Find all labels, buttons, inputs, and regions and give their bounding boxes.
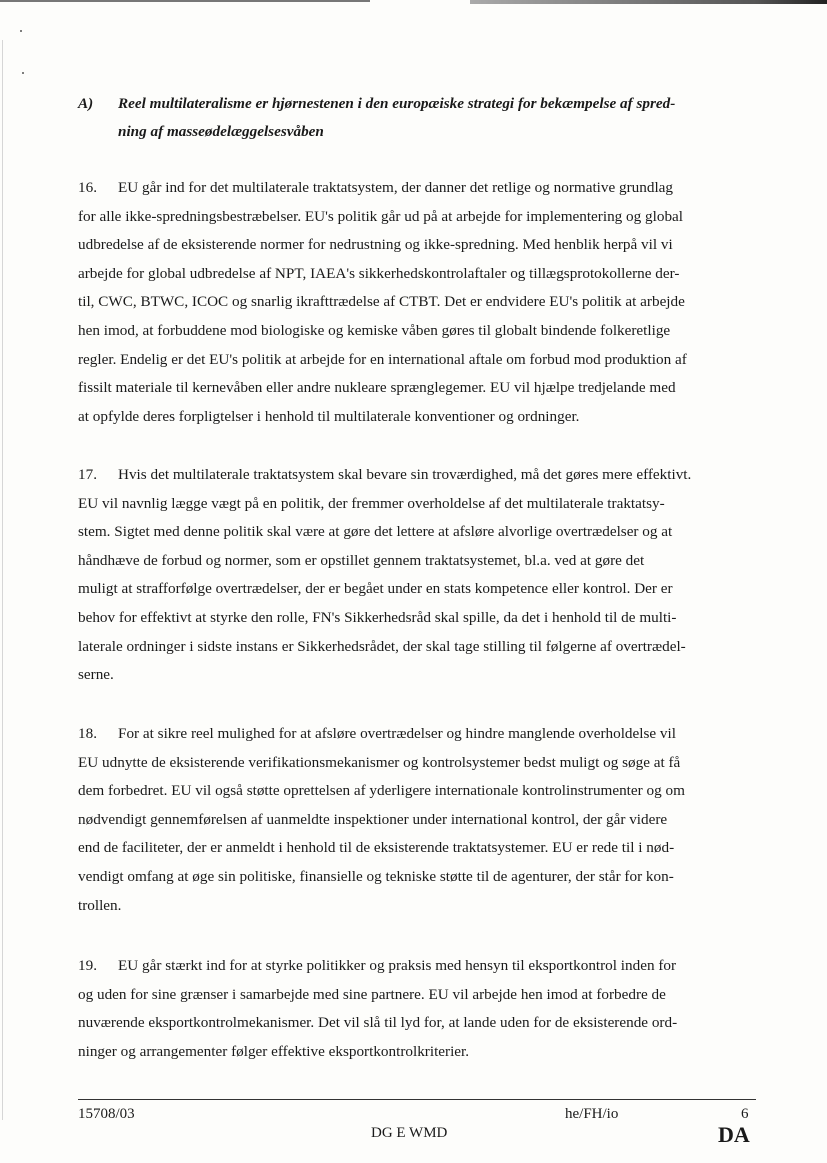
scan-edge-top-left	[0, 0, 370, 2]
paragraph-line: til, CWC, BTWC, ICOC og snarlig ikrafttrædelse af CTBT. Det er endvidere EU's politik at arbejde	[78, 293, 685, 311]
footer-initials: he/FH/io	[565, 1106, 619, 1122]
section-heading	[78, 90, 778, 146]
paragraph-19	[78, 952, 768, 1066]
paragraph-line: dem forbedret. EU vil også støtte oprettelsen af yderligere internationale kontrolinstrumenter og om	[78, 782, 685, 800]
paragraph-line	[78, 720, 768, 749]
footer-doc-ref: 15708/03	[78, 1106, 135, 1122]
paragraph-line: muligt at strafforfølge overtrædelser, der er begået under en stats kompetence eller kontrol. Der er	[78, 580, 673, 598]
paragraph-line-text: For at sikre reel mulighed for at afsløre overtrædelser og hindre manglende overholdelse vil	[118, 725, 676, 742]
paragraph-16	[78, 174, 768, 431]
paragraph-line-text: EU går stærkt ind for at styrke politikker og praksis med hensyn til eksportkontrol inden for	[118, 957, 677, 974]
paragraph-line	[78, 174, 768, 203]
paragraph-line: og uden for sine grænser i samarbejde med sine partnere. EU vil arbejde hen imod at forbedre de	[78, 985, 666, 1003]
paragraph-line: at opfylde deres forpligtelser i henhold til multilaterale konventioner og ordninger.	[78, 407, 580, 425]
paragraph-18	[78, 720, 768, 920]
scan-speck	[22, 72, 24, 74]
paragraph-number: 19.	[78, 957, 97, 974]
paragraph-line: ninger og arrangementer følger effektive eksportkontrolkriterier.	[78, 1042, 470, 1060]
paragraph-line: EU vil navnlig lægge vægt på en politik, der fremmer overholdelse af det multilaterale traktatsy-	[78, 494, 665, 512]
footer-dg: DG E WMD	[371, 1125, 448, 1141]
paragraph-line	[78, 461, 768, 490]
scan-edge-left	[2, 40, 3, 1120]
paragraph-line: nuværende eksportkontrolmekanismer. Det vil slå til lyd for, at lande uden for de eksisterende ord-	[78, 1014, 678, 1032]
paragraph-line: serne.	[78, 666, 114, 684]
paragraph-number: 16.	[78, 179, 97, 196]
paragraph-line: hen imod, at forbuddene mod biologiske og kemiske våben gøres til globalt bindende folkeretlige	[78, 321, 671, 339]
paragraph-line: behov for effektivt at styrke den rolle, FN's Sikkerhedsråd skal spille, da det i henhold til de multi-	[78, 608, 677, 626]
paragraph-number: 18.	[78, 725, 97, 742]
paragraph-line: EU udnytte de eksisterende verifikationsmekanismer og kontrolsystemer bedst muligt og søge at få	[78, 753, 681, 771]
paragraph-line: håndhæve de forbud og normer, som er opstillet gennem traktatsystemet, bl.a. ved at gøre det	[78, 551, 645, 569]
paragraph-line: udbredelse af de eksisterende normer for nedrustning og ikke-spredning. Med henblik herpå vil vi	[78, 236, 673, 254]
section-heading-line-2: ning af masseødelæggelsesvåben	[118, 123, 324, 140]
paragraph-number: 17.	[78, 466, 97, 483]
paragraph-line: laterale ordninger i sidste instans er Sikkerhedsrådet, der skal tage stilling til følgerne af overtrædel-	[78, 637, 686, 655]
footer-language-code: DA	[718, 1122, 750, 1147]
scan-edge-top-right	[470, 0, 827, 4]
scan-speck	[20, 30, 22, 32]
paragraph-line	[78, 952, 768, 981]
paragraph-line: trollen.	[78, 896, 122, 914]
section-letter: A)	[78, 95, 94, 112]
paragraph-line-text: EU går ind for det multilaterale traktatsystem, der danner det retlige og normative grundlag	[118, 179, 673, 196]
footer-divider	[78, 1099, 756, 1100]
paragraph-line: end de faciliteter, der er anmeldt i henhold til de eksisterende traktatsystemer. EU er rede til i nød-	[78, 839, 675, 857]
paragraph-line: stem. Sigtet med denne politik skal være at gøre det lettere at afsløre alvorlige overtrædelser og at	[78, 523, 673, 541]
footer-page-number: 6	[741, 1106, 749, 1122]
paragraph-line: vendigt omfang at øge sin politiske, finansielle og tekniske støtte til de agenturer, der står for kon-	[78, 867, 674, 885]
paragraph-17	[78, 461, 768, 690]
paragraph-line: for alle ikke-spredningsbestræbelser. EU's politik går ud på at arbejde for implementering og global	[78, 207, 684, 225]
paragraph-line: arbejde for global udbredelse af NPT, IAEA's sikkerhedskontrolaftaler og tillægsprotokollerne der-	[78, 264, 680, 282]
paragraph-line: fissilt materiale til kernevåben eller andre nukleare sprænglegemer. EU vil hjælpe tredjelande med	[78, 379, 676, 397]
paragraph-line: nødvendigt gennemførelsen af uanmeldte inspektioner under international kontrol, der går videre	[78, 810, 668, 828]
paragraph-line-text: Hvis det multilaterale traktatsystem skal bevare sin troværdighed, må det gøres mere effektivt.	[118, 466, 692, 483]
paragraph-line: regler. Endelig er det EU's politik at arbejde for en international aftale om forbud mod produktion af	[78, 350, 687, 368]
section-heading-line-1: Reel multilateralisme er hjørnestenen i den europæiske strategi for bekæmpelse af spred-	[118, 95, 676, 112]
